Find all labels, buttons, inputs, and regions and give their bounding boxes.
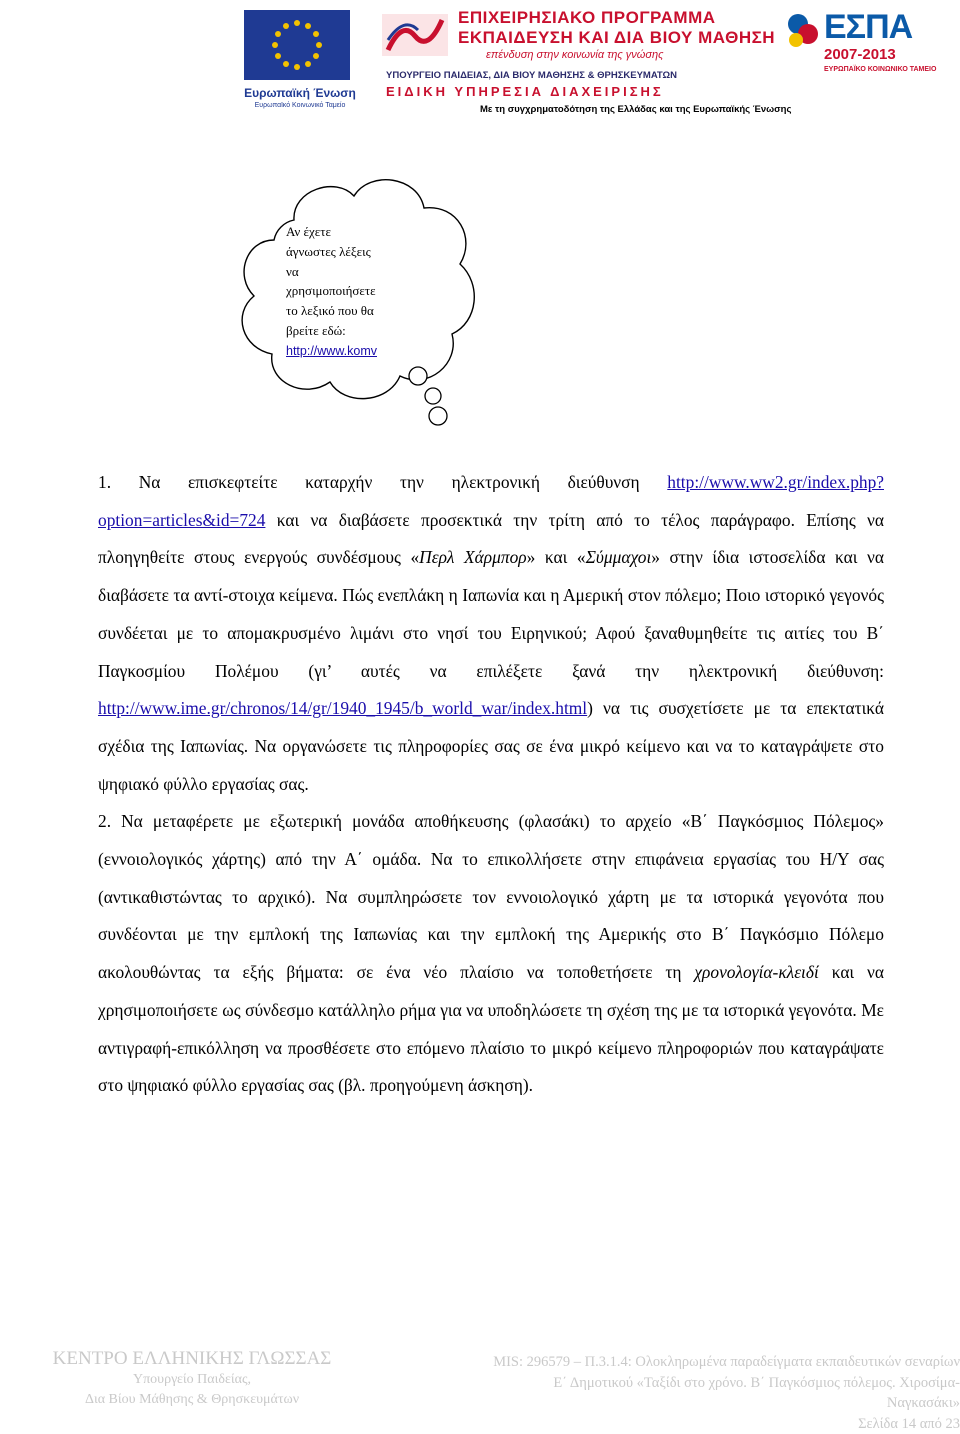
program-logo-block bbox=[366, 0, 888, 124]
program-title-line1: ΕΠΙΧΕΙΡΗΣΙΑΚΟ ΠΡΟΓΡΑΜΜΑ bbox=[458, 8, 716, 28]
espa-fund: ΕΥΡΩΠΑΪΚΟ ΚΟΙΝΩΝΙΚΟ ΤΑΜΕΙΟ bbox=[824, 66, 936, 73]
cloud-line: Αν έχετε bbox=[286, 222, 416, 242]
allies-term: Σύμμαχοι bbox=[586, 547, 652, 567]
cloud-line: άγνωστες λέξεις bbox=[286, 242, 416, 262]
cloud-line: να bbox=[286, 262, 416, 282]
pearl-harbor-term: Περλ Χάρμπορ bbox=[419, 547, 526, 567]
footer-scenario-1: Ε΄ Δημοτικού «Ταξίδι στο χρόνο. Β΄ Παγκόσμιος πόλεμος. Χιροσίμα- bbox=[394, 1373, 960, 1394]
key-date-term: χρονολογία-κλειδί bbox=[694, 962, 818, 982]
espa-years: 2007-2013 bbox=[824, 46, 896, 63]
program-emblem-icon bbox=[382, 10, 448, 60]
footer-left bbox=[42, 1348, 342, 1410]
exercise-1: 1. Να επισκεφτείτε καταρχήν την ηλεκτρονική διεύθυνση http://www.ww2.gr/index.php?option=articles&id=724 και να διαβάσετε προσεκτικά την τρίτη από το τέλος παράγραφο. Επίσης να πλοηγηθείτε στους ενεργούς συνδέσμους «Περλ Χάρμπορ» και «Σύμμαχοι» στην ίδια ιστοσελίδα και να διαβάσετε τα αντί-στοιχα κείμενα. Πώς ενεπλάκη η Ιαπωνία και η Αμερική στον πόλεμο; Ποιο ιστορικό γεγονός συνδέεται με το απομακρυσμένο λιμάνι στο νησί του Ειρηνικού; Αφού ξαναθυμηθείτε τις αιτίες του Β΄ Παγκοσμίου Πολέμου (γι’ αυτές να επιλέξετε ξανά την ηλεκτρονική διεύθυνση: http://www.ime.gr/chronos/14/gr/1940_1945/b_world_war/index.html) να τις συσχετίσετε με τα επεκτατικά σχέδια της Ιαπωνίας. Να οργανώσετε τις πληροφορίες σας σε ένα μικρό κείμενο και να το καταγράψετε στο ψηφιακό φύλλο εργασίας σας. bbox=[98, 464, 884, 803]
cloud-line: το λεξικό που θα bbox=[286, 301, 416, 321]
cofunding-note: Με τη συγχρηματοδότηση της Ελλάδας και της Ευρωπαϊκής Ένωσης bbox=[480, 104, 791, 115]
ministry-name: ΥΠΟΥΡΓΕΙΟ ΠΑΙΔΕΙΑΣ, ΔΙΑ ΒΙΟΥ ΜΑΘΗΣΗΣ & ΘΡΗΣΚΕΥΜΑΤΩΝ bbox=[386, 70, 677, 81]
exercise-2: 2. Να μεταφέρετε με εξωτερική μονάδα αποθήκευσης (φλασάκι) το αρχείο «Β΄ Παγκόσμιος Πόλεμος» (εννοιολογικός χάρτης) από την Α΄ ομάδα. Να το επικολλήσετε στην επιφάνεια εργασίας του Η/Υ σας (αντικαθιστώντας το αρχικό). Να συμπληρώσετε τον εννοιολογικό χάρτη με τα ιστορικά γεγονότα που συνδέονται με την εμπλοκή της Ιαπωνίας και την εμπλοκή της Αμερικής στο Β΄ Παγκόσμιο Πόλεμο ακολουθώντας τα εξής βήματα: σε ένα νέο πλαίσιο να τοποθετήσετε τη χρονολογία-κλειδί και να χρησιμοποιήσετε ως σύνδεσμο κατάλληλο ρήμα για να υποδηλώσετε τη σχέση της με τα ιστορικά γεγονότα. Με αντιγραφή-επικόλληση να προσθέσετε στο επόμενο πλαίσιο το μικρό κείμενο πληροφοριών που καταγράψατε στο ψηφιακό φύλλο εργασίας σας (βλ. προηγούμενη άσκηση). bbox=[98, 803, 884, 1105]
eu-name: Ευρωπαϊκή Ένωση bbox=[240, 86, 360, 100]
cloud-text bbox=[286, 222, 416, 362]
footer-mis: MIS: 296579 – Π.3.1.4: Ολοκληρωμένα παραδείγματα εκπαιδευτικών σεναρίων bbox=[394, 1352, 960, 1373]
page-footer bbox=[0, 1348, 960, 1433]
program-tagline: επένδυση στην κοινωνία της γνώσης bbox=[486, 49, 663, 61]
eu-logo-block bbox=[236, 0, 360, 124]
page-number: Σελίδα 14 από 23 bbox=[394, 1414, 960, 1434]
footer-right bbox=[394, 1352, 960, 1434]
espa-name: ΕΣΠΑ bbox=[824, 8, 912, 47]
eu-flag-icon bbox=[244, 10, 350, 80]
footer-scenario-2: Ναγκασάκι» bbox=[394, 1393, 960, 1414]
eu-fund: Ευρωπαϊκό Κοινωνικό Ταμείο bbox=[240, 102, 360, 109]
service-name: ΕΙΔΙΚΗ ΥΠΗΡΕΣΙΑ ΔΙΑΧΕΙΡΙΣΗΣ bbox=[386, 84, 664, 99]
dictionary-link[interactable]: http://www.komv bbox=[286, 344, 377, 358]
espa-logo-block bbox=[784, 6, 904, 86]
footer-center-name: ΚΕΝΤΡΟ ΕΛΛΗΝΙΚΗΣ ΓΛΩΣΣΑΣ bbox=[42, 1348, 342, 1370]
document-body bbox=[98, 464, 884, 1105]
ww2-link[interactable]: http://www.ww2.gr/index.php?option=articles&id=724 bbox=[98, 472, 884, 530]
cloud-line: χρησιμοποιήσετε bbox=[286, 281, 416, 301]
ime-link[interactable]: http://www.ime.gr/chronos/14/gr/1940_1945/b_world_war/index.html bbox=[98, 698, 587, 718]
program-title-line2: ΕΚΠΑΙΔΕΥΣΗ ΚΑΙ ΔΙΑ ΒΙΟΥ ΜΑΘΗΣΗ bbox=[458, 28, 775, 48]
espa-emblem-icon bbox=[784, 10, 820, 50]
cloud-line: βρείτε εδώ: bbox=[286, 321, 416, 341]
footer-ministry-2: Δια Βίου Μάθησης & Θρησκευμάτων bbox=[42, 1390, 342, 1410]
footer-ministry-1: Υπουργείο Παιδείας, bbox=[42, 1370, 342, 1390]
header-banner bbox=[236, 0, 956, 124]
